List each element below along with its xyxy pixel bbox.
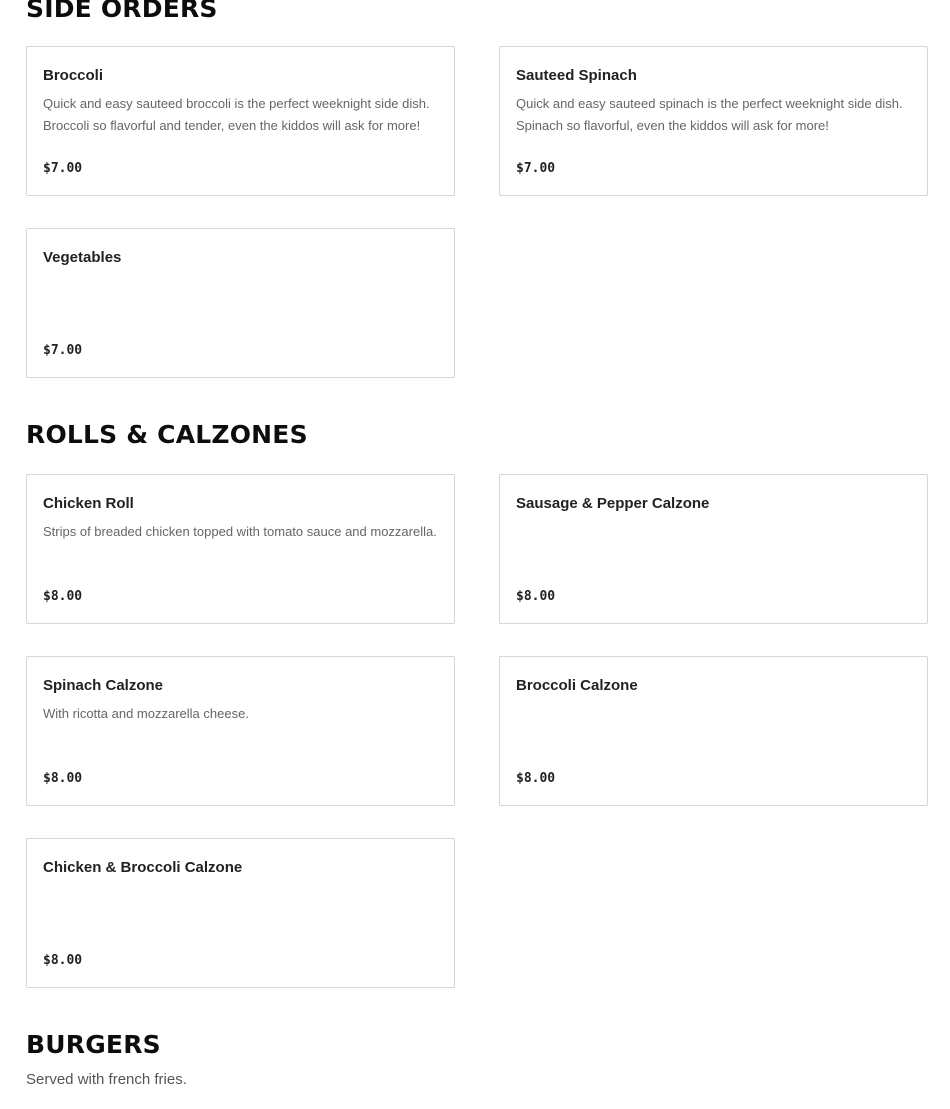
menu-item-price: $7.00 [516,161,556,176]
menu-item-name: Broccoli Calzone [516,677,638,694]
menu-item-price: $8.00 [43,771,83,786]
menu-item-name: Vegetables [43,249,122,266]
menu-item-name: Sauteed Spinach [516,67,637,84]
menu-item-price: $8.00 [516,771,556,786]
menu-item-card[interactable] [499,474,928,624]
menu-item-name: Spinach Calzone [43,677,164,694]
menu-item-price: $8.00 [516,589,556,604]
menu-item-name: Chicken Roll [43,495,134,512]
menu-item-card[interactable] [26,228,455,378]
menu-item-card[interactable] [499,46,928,196]
menu-item-name: Sausage & Pepper Calzone [516,495,710,512]
menu-item-name: Broccoli [43,67,104,84]
menu-item-card[interactable] [26,474,455,624]
section-description: Served with french fries. [26,1071,187,1088]
menu-item-card[interactable] [499,656,928,806]
menu-item-description: Strips of breaded chicken topped with tomato sauce and mozzarella. [43,524,437,539]
menu-item-card[interactable] [26,838,455,988]
menu-item-description: Quick and easy sauteed spinach is the perfect weeknight side dish. Spinach so flavorful, even the kiddos will ask for more! [516,96,903,133]
menu-item-card[interactable] [26,46,455,196]
menu-item-description: Quick and easy sauteed broccoli is the perfect weeknight side dish. Broccoli so flavorful and tender, even the kiddos will ask for more! [43,96,430,133]
section-title-rolls-calzones: ROLLS & CALZONES [26,420,308,449]
menu-item-price: $8.00 [43,589,83,604]
menu-item-card[interactable] [26,656,455,806]
menu-item-price: $7.00 [43,161,83,176]
section-title-side-orders: SIDE ORDERS [26,0,218,23]
menu-item-description: With ricotta and mozzarella cheese. [43,706,249,721]
menu-item-price: $8.00 [43,953,83,968]
menu-item-name: Chicken & Broccoli Calzone [43,859,243,876]
section-title-burgers: BURGERS [26,1030,161,1059]
menu-item-price: $7.00 [43,343,83,358]
